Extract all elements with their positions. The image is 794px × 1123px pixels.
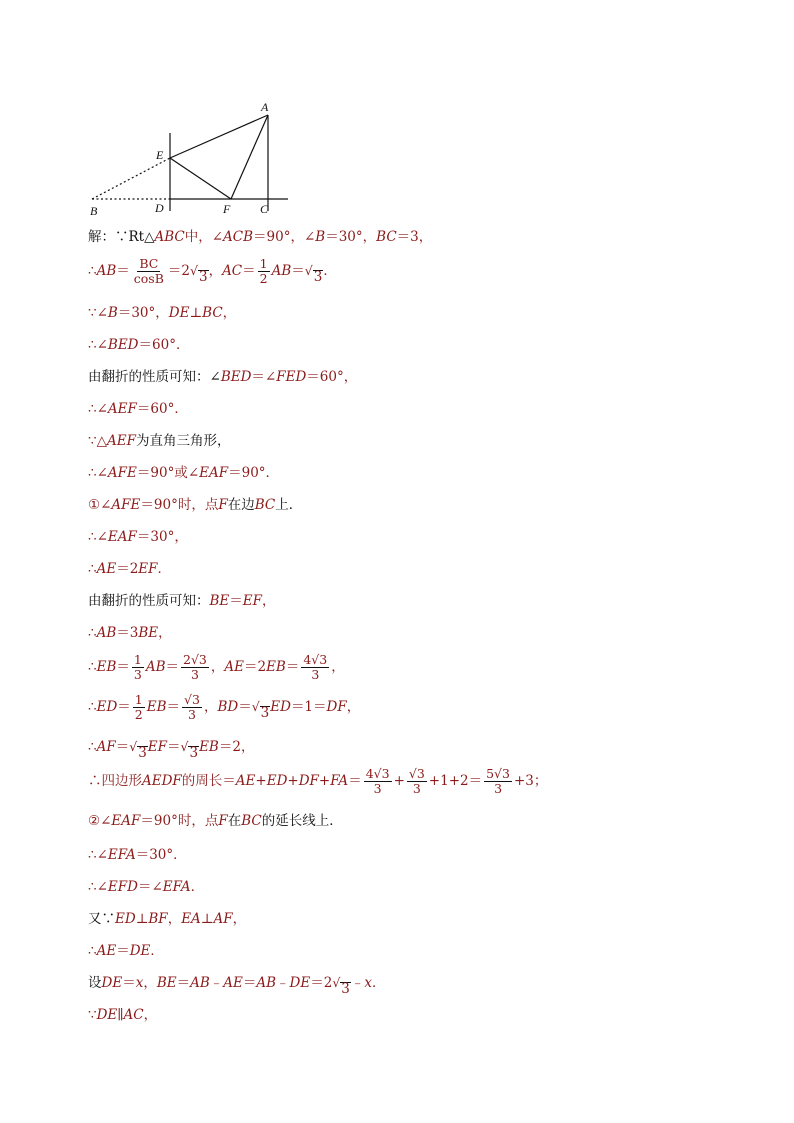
text-run: AE: [224, 659, 244, 675]
text-run: ∠: [100, 497, 112, 513]
text-run: BED: [220, 369, 252, 385]
text-run: ＝: [229, 593, 243, 609]
text-run: ＝∠: [137, 879, 163, 895]
text-run: ED: [270, 699, 291, 715]
text-run: ∴: [88, 739, 97, 755]
text-run: +: [255, 773, 267, 789]
text-run: BED: [107, 337, 139, 353]
text-run: ＝1＝: [290, 699, 327, 715]
text-run: ＝: [242, 975, 257, 991]
solution-line: [88, 874, 204, 900]
text-run: ED: [96, 699, 118, 715]
text-run: ∴: [88, 561, 97, 577]
numerator: 4√3: [303, 651, 328, 667]
text-run: ＝90°，∠: [253, 229, 316, 245]
text-run: BC: [376, 229, 397, 245]
text-run: ，: [158, 625, 172, 641]
text-run: BE: [156, 975, 177, 991]
solution-line: [88, 428, 230, 454]
text-run: ＝2: [116, 561, 139, 577]
text-run: AB: [96, 263, 117, 279]
text-run: ＝30°，: [325, 229, 377, 245]
text-run: ＝60°．: [138, 337, 190, 353]
denominator: 3: [311, 666, 320, 682]
text-run: 中，∠: [184, 229, 224, 245]
text-run: ．: [190, 879, 205, 895]
square-root: √ 3: [180, 739, 199, 761]
text-run: x: [135, 975, 144, 991]
text-run: ＝30°，: [117, 305, 169, 321]
square-root: √ 3: [304, 263, 323, 285]
denominator: 3: [133, 666, 142, 682]
text-run: 的周长＝: [181, 773, 236, 789]
text-run: EFD: [107, 879, 138, 895]
text-run: ﹣: [350, 975, 365, 991]
text-run: ②: [88, 813, 101, 829]
solution-line: [88, 492, 302, 518]
square-root: √ 3: [251, 699, 270, 721]
text-run: ＝: [176, 975, 191, 991]
text-run: +: [393, 773, 405, 789]
text-run: ．: [372, 975, 386, 991]
text-run: ，: [210, 659, 225, 675]
text-run: ⊥: [135, 911, 149, 927]
fraction: [133, 693, 145, 722]
text-run: EFA: [107, 847, 136, 863]
fraction: [364, 767, 392, 796]
text-run: ABC: [154, 229, 185, 245]
fraction: [258, 257, 270, 286]
text-run: F: [218, 813, 228, 829]
solution-line: [88, 765, 548, 796]
text-run: ，: [143, 1007, 158, 1023]
text-run: ＝: [115, 739, 130, 755]
text-run: 又∵: [88, 911, 115, 927]
numerator: 1: [134, 691, 143, 707]
square-root: √ 3: [190, 263, 208, 285]
solution-line: [88, 734, 254, 760]
text-run: EA: [181, 911, 201, 927]
text-run: ＝90°时，点: [140, 497, 219, 513]
solution-line: [88, 691, 361, 722]
solution-line: [88, 556, 171, 582]
denominator: cosB: [133, 270, 164, 286]
text-run: ∴四边形: [88, 773, 142, 789]
text-run: ∴∠: [88, 529, 108, 545]
text-run: +1+2＝: [428, 773, 483, 789]
solution-line: [88, 396, 188, 422]
text-run: 解：∵Rt△: [88, 229, 155, 245]
text-run: ＝30°．: [135, 847, 187, 863]
text-run: ＝: [165, 659, 179, 675]
text-run: ，: [203, 699, 218, 715]
text-run: ＝: [348, 773, 362, 789]
text-run: EAF: [111, 813, 141, 829]
denominator: 2: [259, 270, 268, 286]
text-run: EAF: [107, 529, 137, 545]
text-run: ，: [232, 911, 247, 927]
text-run: AF: [213, 911, 233, 927]
solution-line: [88, 842, 187, 868]
fraction: [407, 767, 427, 796]
text-run: ，: [331, 659, 345, 675]
text-run: ⊥: [189, 305, 203, 321]
label-B: B: [90, 204, 98, 218]
solution-line: [88, 332, 189, 358]
text-run: DE: [168, 305, 190, 321]
fraction: [301, 653, 329, 682]
text-run: AEDF: [142, 773, 182, 789]
text-run: ＝30°，: [136, 529, 188, 545]
text-run: FED: [276, 369, 307, 385]
square-root: √ 3: [129, 739, 147, 761]
text-run: ＝: [116, 659, 130, 675]
text-run: FA: [330, 773, 349, 789]
text-run: ，: [262, 593, 276, 609]
numerator: 4√3: [365, 765, 390, 781]
text-run: ．: [150, 943, 164, 959]
denominator: 3: [412, 780, 421, 796]
text-run: EAF: [199, 465, 229, 481]
fraction: [132, 653, 144, 682]
numerator: 1: [133, 651, 142, 667]
text-run: AE: [96, 561, 117, 577]
text-run: EFA: [162, 879, 191, 895]
text-run: AB: [256, 975, 277, 991]
text-run: +: [318, 773, 331, 789]
denominator: 3: [190, 666, 199, 682]
text-run: ，: [167, 911, 182, 927]
text-run: 由翻折的性质可知：∠: [88, 369, 221, 385]
geometry-figure: [80, 95, 310, 220]
text-run: DE: [101, 975, 123, 991]
text-run: ＝3: [116, 625, 139, 641]
text-run: 设: [88, 975, 102, 991]
text-run: B: [315, 229, 326, 245]
text-run: AF: [96, 739, 116, 755]
text-run: ﹣: [209, 975, 224, 991]
text-run: ．: [323, 263, 337, 279]
text-run: ⊥: [200, 911, 214, 927]
text-run: ＝2: [167, 263, 190, 279]
solution-line: [88, 588, 276, 614]
text-run: ，: [208, 263, 223, 279]
label-A: A: [261, 100, 269, 114]
numerator: 2√3: [183, 651, 207, 667]
text-run: AB: [271, 263, 292, 279]
fraction: [182, 693, 202, 722]
solution-line: [88, 1002, 157, 1028]
text-run: DF: [326, 699, 347, 715]
text-run: ＝: [238, 699, 252, 715]
solution-line: [88, 970, 386, 996]
text-run: ＝90°或∠: [136, 465, 200, 481]
text-run: EF: [147, 739, 168, 755]
text-run: BC: [202, 305, 223, 321]
text-run: ＝60°，: [306, 369, 358, 385]
numerator: BC: [139, 255, 159, 271]
text-run: BC: [254, 497, 276, 513]
text-run: ，: [143, 975, 157, 991]
text-run: +3；: [513, 773, 548, 789]
text-run: AB: [145, 659, 166, 675]
text-run: +: [287, 773, 299, 789]
text-run: 的延长线上．: [261, 813, 343, 829]
text-run: AE: [223, 975, 243, 991]
text-run: AB: [190, 975, 210, 991]
fraction: [181, 653, 209, 682]
text-run: BF: [148, 911, 168, 927]
text-run: ∴: [88, 263, 97, 279]
text-run: ＝90°．: [228, 465, 280, 481]
text-run: DE: [129, 943, 151, 959]
solution-line: [88, 651, 345, 682]
text-run: EB: [146, 699, 167, 715]
solution-line: [88, 808, 343, 834]
text-run: ∥: [117, 1007, 124, 1023]
solution-line: [88, 524, 188, 550]
text-run: 由翻折的性质可知：: [88, 593, 210, 609]
label-F: F: [223, 202, 231, 216]
solution-line: [88, 364, 357, 390]
text-run: AEF: [107, 401, 137, 417]
solution-line: [88, 620, 172, 646]
text-run: ∴∠: [88, 337, 108, 353]
numerator: 1: [259, 255, 268, 271]
text-run: ＝: [167, 739, 181, 755]
text-run: AE: [235, 773, 256, 789]
text-run: EB: [96, 659, 117, 675]
solution-line: [88, 460, 279, 486]
text-run: DE: [96, 1007, 118, 1023]
text-run: AEF: [106, 433, 136, 449]
text-run: ＝90°时，点: [140, 813, 219, 829]
text-run: 为直角三角形，: [135, 433, 231, 449]
text-run: BE: [138, 625, 159, 641]
text-run: ＝∠: [251, 369, 277, 385]
square-root: √ 3: [332, 975, 350, 997]
label-E: E: [156, 148, 164, 162]
fraction: [484, 767, 512, 796]
text-run: DE: [289, 975, 311, 991]
denominator: 3: [373, 780, 382, 796]
text-run: 上．: [275, 497, 303, 513]
text-run: ∴: [88, 625, 97, 641]
solution-line: [88, 906, 246, 932]
text-run: ＝: [117, 699, 131, 715]
text-run: ＝3，: [396, 229, 433, 245]
text-run: ，: [222, 305, 237, 321]
text-run: ＝: [285, 659, 300, 675]
fraction: [132, 257, 166, 286]
numerator: √3: [408, 765, 425, 781]
text-run: AB: [96, 625, 117, 641]
text-run: EF: [242, 593, 263, 609]
text-run: ＝: [166, 699, 181, 715]
text-run: ∴: [88, 699, 97, 715]
solution-line: [88, 224, 432, 250]
text-run: ED: [115, 911, 136, 927]
text-run: ＝: [291, 263, 305, 279]
text-run: ∠: [100, 813, 112, 829]
text-run: ＝: [242, 263, 256, 279]
text-run: ACB: [223, 229, 254, 245]
text-run: 在边: [227, 497, 255, 513]
text-run: AC: [123, 1007, 144, 1023]
text-run: EF: [138, 561, 158, 577]
text-run: ＝2，: [218, 739, 255, 755]
text-run: ①: [88, 497, 101, 513]
numerator: 5√3: [486, 765, 510, 781]
text-run: ∴∠: [88, 879, 108, 895]
text-run: BD: [217, 699, 239, 715]
text-run: ∴: [88, 659, 97, 675]
text-run: ＝: [116, 263, 130, 279]
text-run: ，: [346, 699, 361, 715]
text-run: EB: [199, 739, 219, 755]
text-run: AC: [222, 263, 243, 279]
text-run: 在: [227, 813, 242, 829]
text-run: BE: [209, 593, 230, 609]
text-run: ∵∠: [88, 305, 108, 321]
text-run: ∵: [88, 1007, 97, 1023]
text-run: ∴: [88, 943, 97, 959]
denominator: 3: [494, 780, 503, 796]
text-run: ∵△: [88, 433, 107, 449]
text-run: ＝: [122, 975, 136, 991]
text-run: x: [364, 975, 373, 991]
text-run: ＝2: [310, 975, 333, 991]
text-run: ．: [157, 561, 172, 577]
text-run: AE: [96, 943, 117, 959]
text-run: BC: [241, 813, 262, 829]
solution-line: [88, 938, 164, 964]
numerator: √3: [184, 691, 200, 707]
text-run: F: [218, 497, 228, 513]
text-run: B: [107, 305, 118, 321]
text-run: ED: [266, 773, 288, 789]
text-run: AFE: [107, 465, 137, 481]
denominator: 2: [134, 706, 143, 722]
solution-line: [88, 300, 236, 326]
text-run: ∴∠: [88, 847, 108, 863]
text-run: AFE: [111, 497, 141, 513]
text-run: ∴∠: [88, 465, 108, 481]
text-run: ﹣: [276, 975, 290, 991]
solution-line: [88, 255, 337, 286]
text-run: EB: [266, 659, 286, 675]
text-run: ＝2: [243, 659, 267, 675]
label-C: C: [260, 202, 269, 216]
text-run: ＝: [116, 943, 130, 959]
text-run: DF: [298, 773, 319, 789]
denominator: 3: [188, 706, 196, 722]
text-run: ∴∠: [88, 401, 108, 417]
label-D: D: [155, 201, 164, 215]
text-run: ＝60°．: [136, 401, 188, 417]
